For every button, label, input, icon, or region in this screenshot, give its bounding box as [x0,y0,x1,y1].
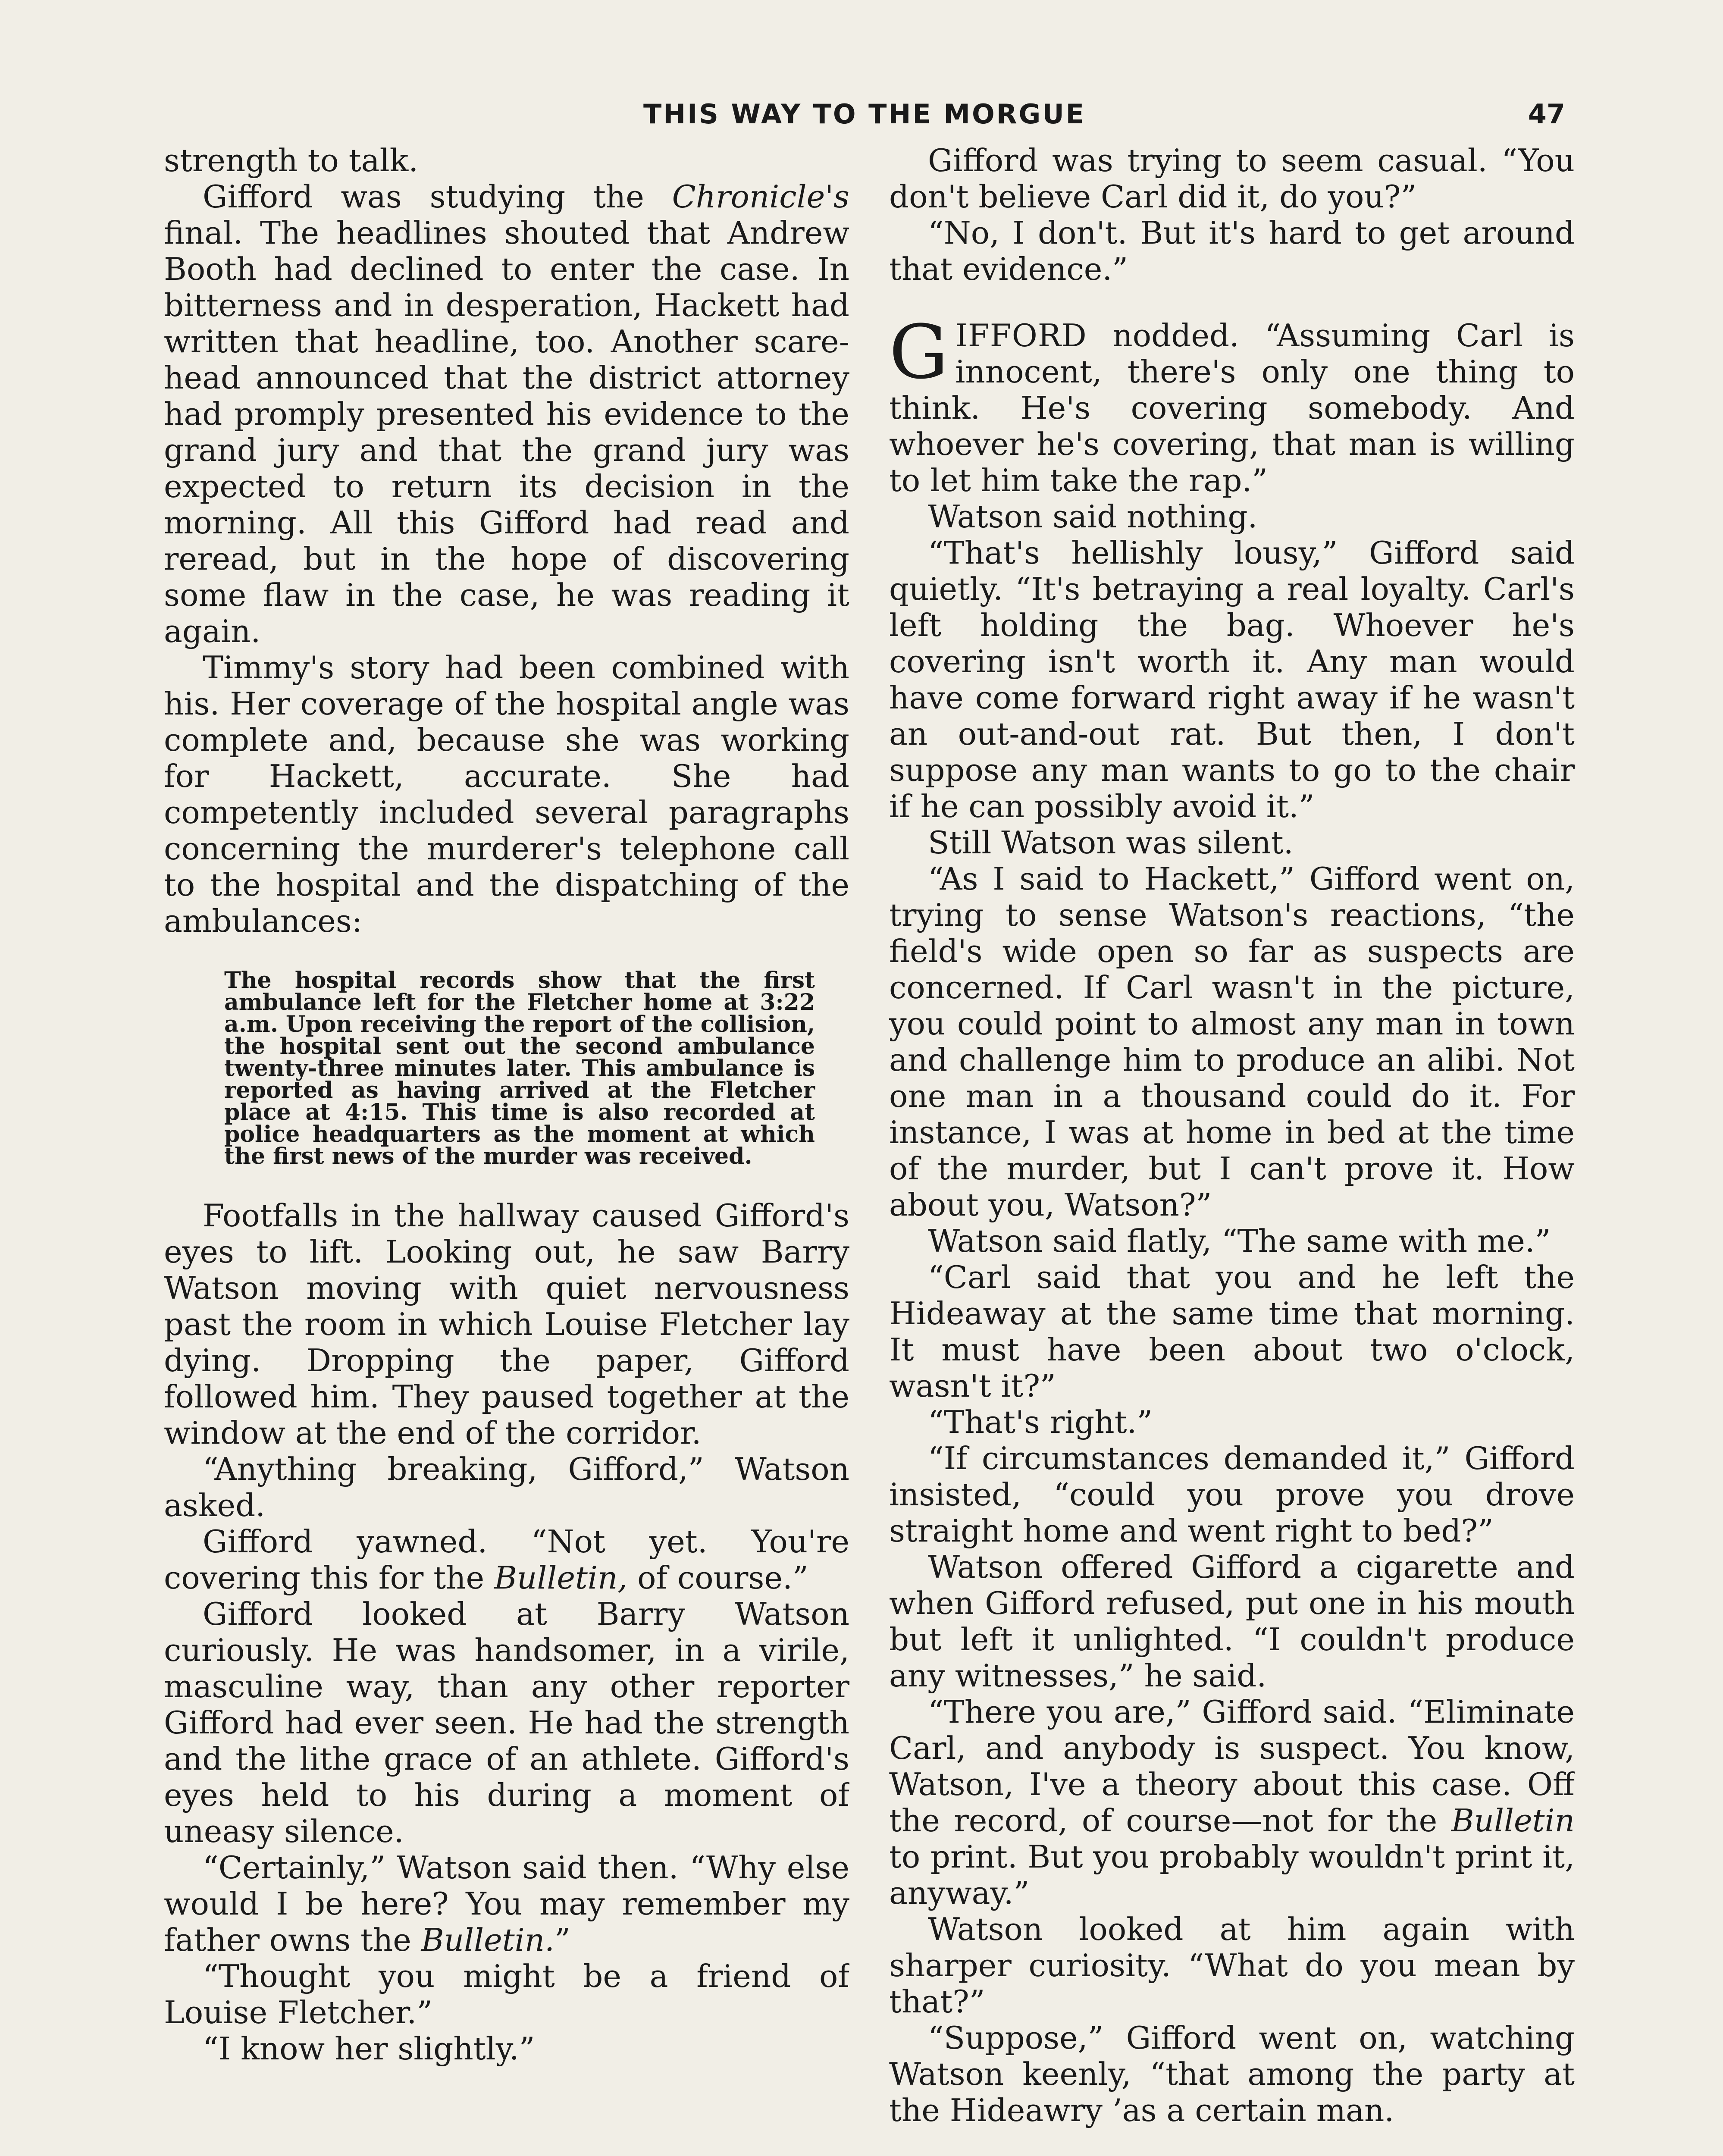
text-run: of course.” [627,1560,808,1596]
paragraph: Watson said flatly, “The same with me.” [928,1223,1551,1259]
italic-text: Bulletin, [494,1560,628,1596]
right-column [889,142,1575,2156]
paragraph: Watson said nothing. [928,498,1258,535]
paragraph: Watson offered Gifford a cigarette and when Gifford refused, put one in his mouth but left it unlighted. “I couldn't produce any witnesses,” he said. [889,1549,1575,1694]
running-title: THIS WAY TO THE MORGUE [643,98,1086,130]
paragraph: Timmy's story had been combined with his. Her coverage of the hospital angle was complete and, because she was working for Hackett, accurate. She had competently included several paragraphs concerning the murderer's telephone call to the hospital and the dispatching of the ambulances: [164,649,849,939]
italic-text: Bulletin. [421,1922,554,1958]
paragraph: “Carl said that you and he left the Hideaway at the same time that morning. It must have been about two o'clock, wasn't it?” [889,1259,1575,1404]
paragraph: “That's hellishly lousy,” Gifford said quietly. “It's betraying a real loyalty. Carl's left holding the bag. Whoever he's covering isn't worth it. Any man would have come forward right away if he wasn't an out-and-out rat. But then, I don't suppose any man wants to go to the chair if he can possibly avoid it.” [889,535,1575,824]
left-column [164,142,849,2156]
page-header [164,98,1565,146]
drop-cap: G [889,309,949,395]
text-run: final. The headlines shouted that Andrew Booth had declined to enter the case. In bitterness and in desperation, Hackett had written that headline, too. Another scare-head announced that the district attorney had promply presented his evidence to the grand jury and that the grand jury was expected to return its decision in the morning. All this Gifford had read and reread, but in the hope of discovering some flaw in the case, he was reading it again. [164,215,849,649]
page-number: 47 [1528,98,1565,130]
paragraph [164,1523,849,1596]
paragraph: “As I said to Hackett,” Gifford went on, trying to sense Watson's reactions, “the field's wide open so far as suspects are concerned. If Carl wasn't in the picture, you could point to almost any man in town and challenge him to produce an alibi. Not one man in a thousand could do it. For instance, I was at home in bed at the time of the murder, but I can't prove it. How about you, Watson?” [889,861,1575,1223]
paragraph: Watson looked at him again with sharper curiosity. “What do you mean by that?” [889,1911,1575,2020]
text-run: Gifford yawned. “Not yet. You're covering this for the [164,1523,849,1596]
paragraph: “I know her slightly.” [203,2031,535,2067]
paragraph: “Anything breaking, Gifford,” Watson asked. [164,1451,849,1523]
italic-text: Bulletin [1451,1802,1575,1839]
text-run: Gifford was studying the [203,179,672,215]
paragraph: “Suppose,” Gifford went on, watching Watson keenly, “that among the party at the Hideawry ’as a certain man. [889,2020,1575,2128]
paragraph: Footfalls in the hallway caused Gifford's eyes to lift. Looking out, he saw Barry Watson moving with quiet nervousness past the room in which Louise Fletcher lay dying. Dropping the paper, Gifford followed him. They paused together at the window at the end of the corridor. [164,1197,849,1451]
paragraph: strength to talk. [164,142,419,179]
italic-text: Chronicle's [672,179,849,215]
paragraph: Still Watson was silent. [928,824,1294,861]
text-run: ” [554,1922,570,1958]
text-run: nodded. “Assuming Carl is innocent, there's only one thing to think. He's covering somebody. And whoever he's covering, that man is willing to let him take the rap.” [889,317,1575,498]
paragraph: Gifford was trying to seem casual. “You don't believe Carl did it, do you?” [889,142,1575,215]
paragraph [164,1849,849,1958]
text-run: “There you are,” Gifford said. “Eliminate Carl, and anybody is suspect. You know, Watson, I've a theory about this case. Off the record, of course—not for the [889,1694,1575,1839]
paragraph: “If circumstances demanded it,” Gifford insisted, “could you prove you drove straight home and went right to bed?” [889,1440,1575,1549]
text-run: “Certainly,” Watson said then. “Why else would I be here? You may remember my father owns the [164,1849,849,1958]
small-caps-word: IFFORD [955,317,1087,354]
paragraph: “No, I don't. But it's hard to get around that evidence.” [889,215,1575,287]
quoted-excerpt: The hospital records show that the first ambulance left for the Fletcher home at 3:22 a.m. Upon receiving the report of the collision, the hospital sent out the second ambulance twenty-three minutes later. This ambulance is reported as having arrived at the Fletcher place at 4:15. This time is also recorded at police headquarters as the moment at which the first news of the murder was received. [224,967,815,1169]
paragraph [889,1694,1575,1911]
paragraph [164,179,849,649]
paragraph: Gifford looked at Barry Watson curiously. He was handsomer, in a virile, masculine way, than any other reporter Gifford had ever seen. He had the strength and the lithe grace of an athlete. Gifford's eyes held to his during a moment of uneasy silence. [164,1596,849,1849]
paragraph-dropcap [889,309,1575,498]
paragraph: “That's right.” [928,1404,1153,1440]
text-run: to print. But you probably wouldn't print it, anyway.” [889,1839,1575,1911]
paragraph: “Thought you might be a friend of Louise Fletcher.” [164,1958,849,2031]
